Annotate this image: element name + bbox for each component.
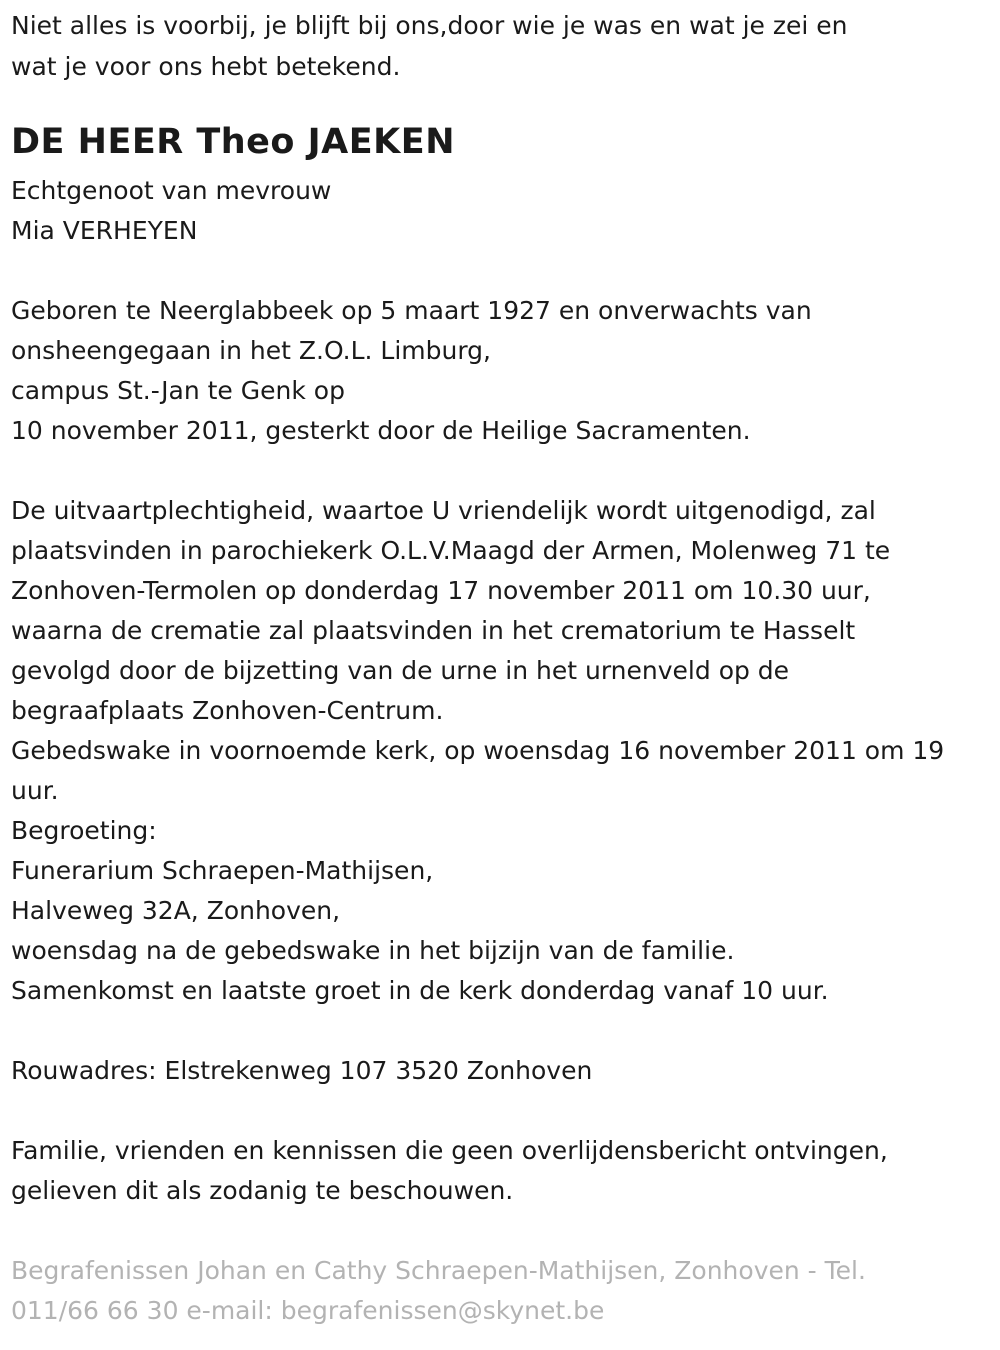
mourning-address: Rouwadres: Elstrekenweg 107 3520 Zonhoven: [11, 1056, 593, 1085]
ceremony-line: woensdag na de gebedswake in het bijzijn van de familie.: [11, 936, 735, 965]
deceased-name: DE HEER Theo JAEKEN: [11, 122, 455, 162]
ceremony-line: Zonhoven-Termolen op donderdag 17 november 2011 om 10.30 uur,: [11, 576, 871, 605]
birth-line: 10 november 2011, gesterkt door de Heilige Sacramenten.: [11, 416, 751, 445]
birth-line: campus St.-Jan te Genk op: [11, 376, 345, 405]
birth-death-info: [11, 291, 988, 451]
ceremony-line: Gebedswake in voornoemde kerk, op woensdag 16 november 2011 om 19: [11, 736, 945, 765]
spacer: [11, 251, 988, 291]
ceremony-line: Funerarium Schraepen-Mathijsen,: [11, 856, 434, 885]
notice-line: Familie, vrienden en kennissen die geen overlijdensbericht ontvingen,: [11, 1136, 888, 1165]
ceremony-line: gevolgd door de bijzetting van de urne in het urnenveld op de: [11, 656, 790, 685]
ceremony-line: De uitvaartplechtigheid, waartoe U vriendelijk wordt uitgenodigd, zal: [11, 496, 876, 525]
spacer: [11, 1091, 988, 1131]
ceremony-line: plaatsvinden in parochiekerk O.L.V.Maagd der Armen, Molenweg 71 te: [11, 536, 891, 565]
funeral-home-footer: [11, 1251, 988, 1331]
spouse-line: Mia VERHEYEN: [11, 216, 198, 245]
spacer: [11, 451, 988, 491]
spacer: [11, 1011, 988, 1051]
ceremony-line: Halveweg 32A, Zonhoven,: [11, 896, 341, 925]
family-notice: [11, 1131, 988, 1211]
ceremony-line: uur.: [11, 776, 59, 805]
notice-line: gelieven dit als zodanig te beschouwen.: [11, 1176, 514, 1205]
birth-line: Geboren te Neerglabbeek op 5 maart 1927 en onverwachts van: [11, 296, 812, 325]
footer-line: 011/66 66 30 e-mail: begrafenissen@skynet.be: [11, 1296, 605, 1325]
spacer: [11, 1211, 988, 1251]
birth-line: onsheengegaan in het Z.O.L. Limburg,: [11, 336, 491, 365]
ceremony-info: [11, 491, 988, 1011]
spouse-info: [11, 171, 988, 251]
ceremony-line: begraafplaats Zonhoven-Centrum.: [11, 696, 444, 725]
ceremony-line: waarna de crematie zal plaatsvinden in het crematorium te Hasselt: [11, 616, 856, 645]
ceremony-line: Samenkomst en laatste groet in de kerk donderdag vanaf 10 uur.: [11, 976, 829, 1005]
intro-line: Niet alles is voorbij, je blijft bij ons,door wie je was en wat je zei en: [11, 11, 848, 40]
spouse-line: Echtgenoot van mevrouw: [11, 176, 332, 205]
footer-line: Begrafenissen Johan en Cathy Schraepen-Mathijsen, Zonhoven - Tel.: [11, 1256, 866, 1285]
ceremony-line: Begroeting:: [11, 816, 157, 845]
intro-line: wat je voor ons hebt betekend.: [11, 52, 401, 81]
intro-quote: [11, 5, 988, 87]
